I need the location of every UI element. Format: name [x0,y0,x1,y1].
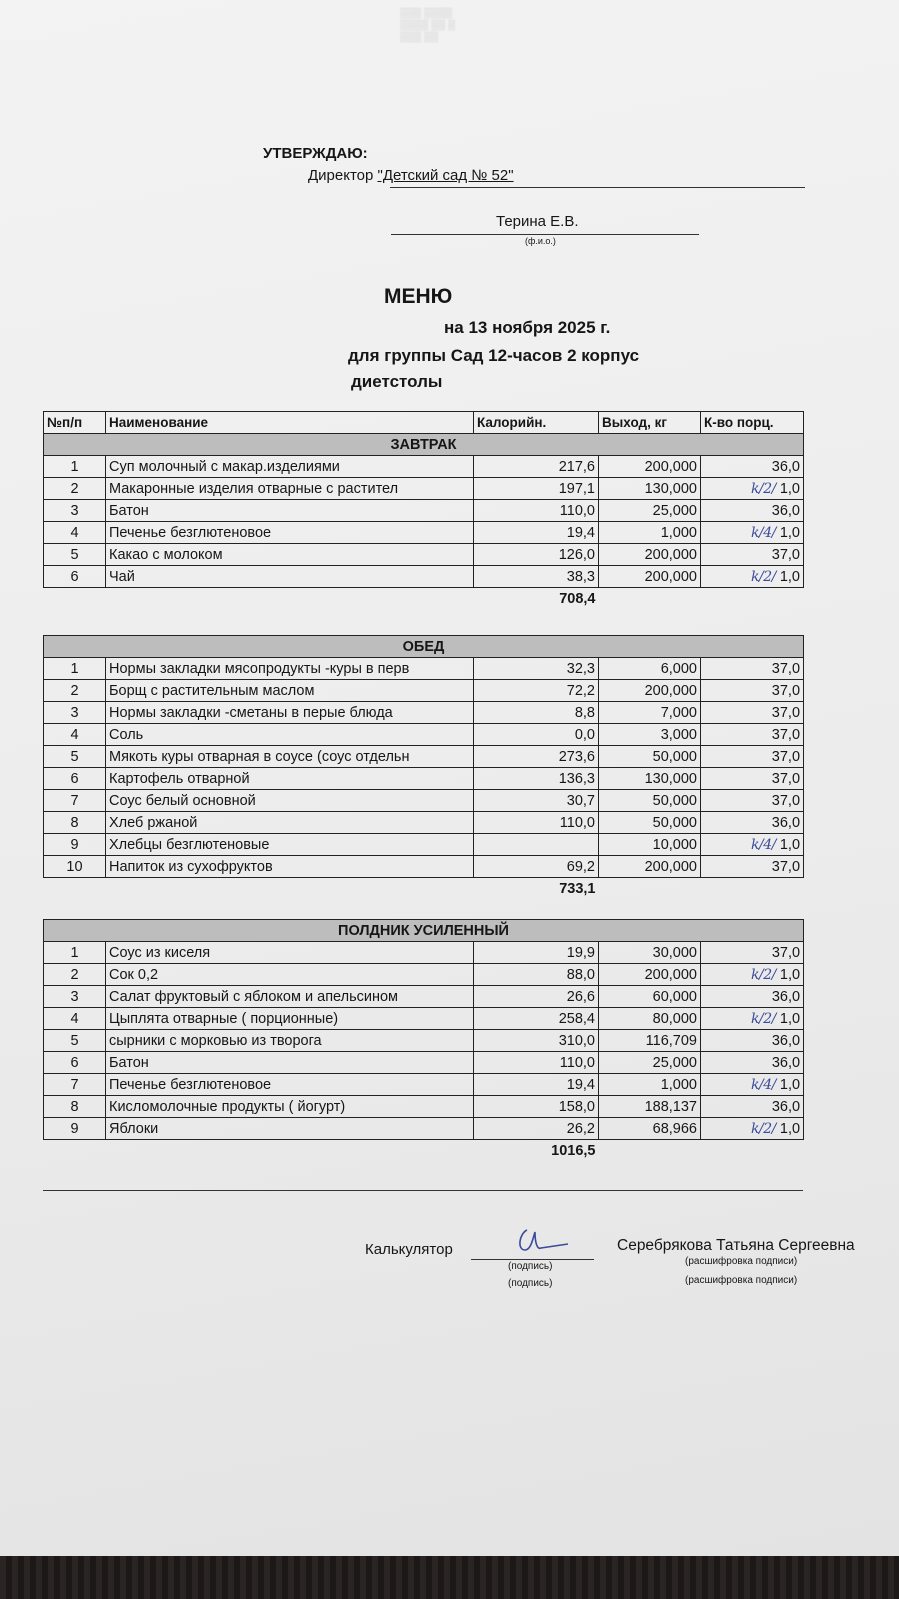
portions: 37,0 [771,858,801,875]
yield: 3,000 [599,724,701,746]
handwritten-mark: k/2/ [751,1010,776,1027]
section-total: 733,1 [559,880,596,897]
section-total: 708,4 [559,590,596,607]
portions: 1,0 [779,568,800,585]
row-number: 3 [44,986,106,1008]
yield: 200,000 [599,456,701,478]
yield: 130,000 [599,478,701,500]
handwritten-mark: k/4/ [751,1076,776,1093]
table-row [44,1118,804,1140]
table-row [44,1074,804,1096]
portions-cell [701,942,804,964]
portions-cell [701,1052,804,1074]
handwritten-signature-icon [513,1220,573,1254]
section-header-row [44,434,804,456]
portions-cell [701,522,804,544]
handwritten-mark: k/2/ [751,480,776,497]
bleed-through-text-icon: ▒▒▒ ▒▒▒▒ ▒▒▒▒ ▒▒ ▒ ▒▒▒ ▒▒ [400,8,456,43]
portions-cell [701,544,804,566]
dish-name: Суп молочный с макар.изделиями [106,456,474,478]
calories: 32,3 [474,658,599,680]
total-row [44,878,804,900]
approval-label: УТВЕРЖДАЮ: [263,145,368,162]
snack-table [43,919,804,1161]
table-row [44,986,804,1008]
handwritten-mark: k/2/ [751,1120,776,1137]
portions-cell [701,746,804,768]
yield: 200,000 [599,544,701,566]
portions-cell [701,566,804,588]
dish-name: Печенье безглютеновое [106,1074,474,1096]
table-row [44,1096,804,1118]
yield: 200,000 [599,566,701,588]
dish-name: Соус белый основной [106,790,474,812]
yield: 10,000 [599,834,701,856]
table-row [44,702,804,724]
portions-cell [701,1096,804,1118]
section-title: ПОЛДНИК УСИЛЕННЫЙ [44,920,804,942]
table-row [44,566,804,588]
portions: 37,0 [771,792,801,809]
portions-cell [701,1008,804,1030]
portions: 37,0 [771,682,801,699]
calories: 19,4 [474,1074,599,1096]
portions: 37,0 [771,748,801,765]
row-number: 2 [44,478,106,500]
table-row [44,790,804,812]
dish-name: Батон [106,500,474,522]
calories: 30,7 [474,790,599,812]
yield: 50,000 [599,790,701,812]
table-row [44,746,804,768]
row-number: 3 [44,702,106,724]
row-number: 7 [44,1074,106,1096]
portions-cell [701,834,804,856]
handwritten-mark: k/4/ [751,524,776,541]
row-number: 4 [44,724,106,746]
calories: 26,6 [474,986,599,1008]
portions: 1,0 [779,480,800,497]
calories: 69,2 [474,856,599,878]
portions: 37,0 [771,546,800,563]
yield: 1,000 [599,1074,701,1096]
table-row [44,522,804,544]
calories: 0,0 [474,724,599,746]
total-row [44,588,804,610]
breakfast-table [43,411,804,609]
portions-cell [701,702,804,724]
yield: 50,000 [599,812,701,834]
yield: 200,000 [599,680,701,702]
calories: 217,6 [474,456,599,478]
table-row [44,724,804,746]
portions: 37,0 [771,944,801,961]
menu-diet: диетстолы [351,372,443,391]
calories: 38,3 [474,566,599,588]
yield: 200,000 [599,964,701,986]
table-row [44,812,804,834]
calories: 258,4 [474,1008,599,1030]
fio-caption: (ф.и.о.) [525,236,556,246]
calories: 158,0 [474,1096,599,1118]
handwritten-mark: k/4/ [751,836,776,853]
portions: 36,0 [771,1098,801,1115]
dish-name: Нормы закладки мясопродукты -куры в перв [106,658,474,680]
row-number: 8 [44,812,106,834]
menu-date: на 13 ноября 2025 г. [444,318,611,337]
signature-line [471,1259,594,1260]
director-prefix: Директор [308,167,374,184]
portions: 36,0 [771,458,800,475]
portions: 36,0 [771,1054,801,1071]
dish-name: Батон [106,1052,474,1074]
background-carpet [0,1556,899,1599]
dish-name: Мякоть куры отварная в соусе (соус отдельн [106,746,474,768]
table-row [44,964,804,986]
table-row [44,834,804,856]
calories: 126,0 [474,544,599,566]
portions: 1,0 [779,836,801,853]
dish-name: Борщ с растительным маслом [106,680,474,702]
dish-name: Какао с молоком [106,544,474,566]
col-header-yield: Выход, кг [599,412,701,434]
yield: 25,000 [599,1052,701,1074]
yield: 188,137 [599,1096,701,1118]
yield: 25,000 [599,500,701,522]
menu-group: для группы Сад 12-часов 2 корпус [348,346,640,365]
table-row [44,942,804,964]
row-number: 5 [44,746,106,768]
table-header-row [44,412,804,434]
yield: 6,000 [599,658,701,680]
row-number: 3 [44,500,106,522]
director-name: Терина Е.В. [496,213,579,230]
dish-name: Кисломолочные продукты ( йогурт) [106,1096,474,1118]
row-number: 2 [44,964,106,986]
portions-cell [701,986,804,1008]
yield: 116,709 [599,1030,701,1052]
portions-cell [701,500,804,522]
table-row [44,1008,804,1030]
dish-name: Макаронные изделия отварные с растител [106,478,474,500]
table-row [44,456,804,478]
section-title: ОБЕД [44,636,804,658]
fio-underline [391,234,699,235]
portions-cell [701,768,804,790]
dish-name: Соус из киселя [106,942,474,964]
handwritten-mark: k/2/ [751,568,776,585]
table-row [44,500,804,522]
calories: 110,0 [474,1052,599,1074]
decode-caption-2: (расшифровка подписи) [685,1275,798,1286]
calories: 72,2 [474,680,599,702]
calories: 273,6 [474,746,599,768]
yield: 130,000 [599,768,701,790]
dish-name: Соль [106,724,474,746]
dish-name: Салат фруктовый с яблоком и апельсином [106,986,474,1008]
portions-cell [701,724,804,746]
col-header-kcal: Калорийн. [474,412,599,434]
portions: 1,0 [779,1120,801,1137]
portions-cell [701,790,804,812]
dish-name: Хлебцы безглютеновые [106,834,474,856]
yield: 68,966 [599,1118,701,1140]
footer-divider [43,1190,803,1191]
row-number: 5 [44,544,106,566]
row-number: 6 [44,768,106,790]
portions: 37,0 [771,704,801,721]
row-number: 8 [44,1096,106,1118]
signature-caption: (подпись) [508,1261,553,1272]
table-row [44,1030,804,1052]
calories: 88,0 [474,964,599,986]
col-header-portions: К-во порц. [701,412,804,434]
portions-cell [701,680,804,702]
decode-caption: (расшифровка подписи) [685,1256,798,1267]
calculator-name: Серебрякова Татьяна Сергеевна [617,1237,855,1254]
portions-cell [701,856,804,878]
director-underline [390,187,805,188]
row-number: 2 [44,680,106,702]
yield: 200,000 [599,856,701,878]
row-number: 1 [44,658,106,680]
dish-name: Чай [106,566,474,588]
table-row [44,544,804,566]
dish-name: Цыплята отварные ( порционные) [106,1008,474,1030]
calories: 110,0 [474,500,599,522]
section-header-row [44,636,804,658]
portions: 1,0 [779,1076,801,1093]
portions: 1,0 [779,524,800,541]
signature-caption-2: (подпись) [508,1278,553,1289]
page-title: МЕНЮ [384,285,453,308]
portions-cell [701,1074,804,1096]
portions-cell [701,1118,804,1140]
portions: 36,0 [771,1032,801,1049]
row-number: 4 [44,522,106,544]
table-row [44,856,804,878]
dish-name: Печенье безглютеновое [106,522,474,544]
row-number: 4 [44,1008,106,1030]
dish-name: Яблоки [106,1118,474,1140]
dish-name: Напиток из сухофруктов [106,856,474,878]
calories: 26,2 [474,1118,599,1140]
portions: 1,0 [779,1010,801,1027]
yield: 80,000 [599,1008,701,1030]
calculator-label: Калькулятор [365,1241,453,1258]
portions: 36,0 [771,988,801,1005]
total-row [44,1140,804,1162]
portions: 36,0 [771,814,801,831]
calories: 19,9 [474,942,599,964]
director-line [308,167,514,184]
calories: 110,0 [474,812,599,834]
portions-cell [701,456,804,478]
yield: 1,000 [599,522,701,544]
section-total: 1016,5 [551,1142,596,1159]
yield: 30,000 [599,942,701,964]
dish-name: Картофель отварной [106,768,474,790]
handwritten-mark: k/2/ [751,966,776,983]
portions: 37,0 [771,770,801,787]
portions-cell [701,658,804,680]
row-number: 10 [44,856,106,878]
calories: 8,8 [474,702,599,724]
dish-name: сырники с морковью из творога [106,1030,474,1052]
calories [474,834,599,856]
lunch-table [43,635,804,899]
row-number: 5 [44,1030,106,1052]
yield: 50,000 [599,746,701,768]
dish-name: Хлеб ржаной [106,812,474,834]
portions: 37,0 [771,726,801,743]
table-row [44,478,804,500]
table-row [44,768,804,790]
portions: 37,0 [771,660,801,677]
yield: 7,000 [599,702,701,724]
yield: 60,000 [599,986,701,1008]
dish-name: Нормы закладки -сметаны в перые блюда [106,702,474,724]
org-name: "Детский сад № 52" [377,167,514,184]
calories: 136,3 [474,768,599,790]
table-row [44,680,804,702]
section-header-row [44,920,804,942]
calories: 310,0 [474,1030,599,1052]
row-number: 6 [44,566,106,588]
section-title: ЗАВТРАК [44,434,804,456]
portions: 1,0 [779,966,801,983]
row-number: 1 [44,456,106,478]
portions-cell [701,964,804,986]
row-number: 6 [44,1052,106,1074]
dish-name: Сок 0,2 [106,964,474,986]
table-row [44,658,804,680]
calories: 19,4 [474,522,599,544]
row-number: 1 [44,942,106,964]
portions-cell [701,478,804,500]
row-number: 7 [44,790,106,812]
row-number: 9 [44,1118,106,1140]
calories: 197,1 [474,478,599,500]
portions-cell [701,1030,804,1052]
portions: 36,0 [771,502,800,519]
portions-cell [701,812,804,834]
row-number: 9 [44,834,106,856]
table-row [44,1052,804,1074]
col-header-name: Наименование [106,412,474,434]
col-header-num: №п/п [44,412,106,434]
